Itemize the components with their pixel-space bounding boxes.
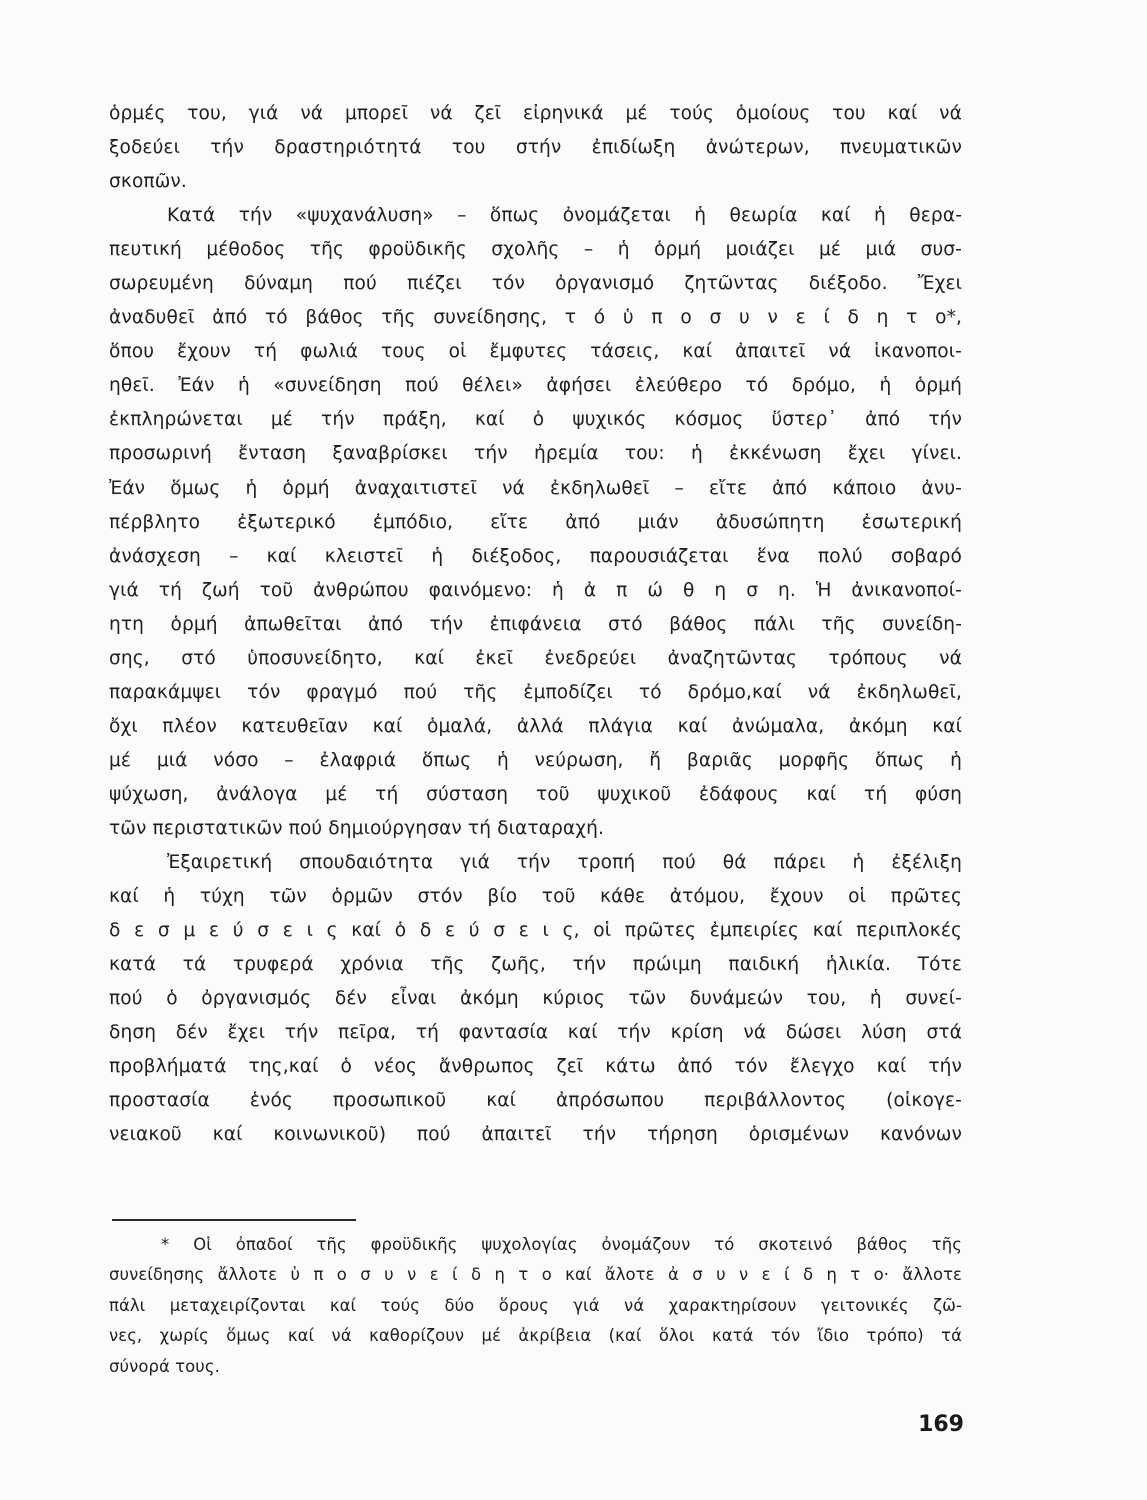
footnote-line: σύνορά τους. [109, 1356, 220, 1376]
text-line: σης, στό ὑποσυνείδητο, καί ἐκεῖ ἐνεδρεύει ἀναζητῶντας τρόπους νά [109, 647, 962, 669]
text-line: πού ὁ ὀργανισμός δέν εἶναι ἀκόμη κύριος τῶν δυνάμεών του, ἡ συνεί- [109, 988, 962, 1010]
text-line: προστασία ἑνός προσωπικοῦ καί ἀπρόσωπου περιβάλλοντος (οἰκογε- [109, 1090, 962, 1112]
text-line: ἐκπληρώνεται μέ τήν πράξη, καί ὁ ψυχικός κόσμος ὕστερ᾽ ἀπό τήν [109, 409, 962, 431]
text-line: ἀναδυθεῖ ἀπό τό βάθος τῆς συνείδησης, τ ό ὑ π ο σ υ ν ε ί δ η τ ο*, [109, 307, 962, 329]
footnote [109, 1230, 962, 1382]
text-line: νειακοῦ καί κοινωνικοῦ) πού ἀπαιτεῖ τήν τήρηση ὁρισμένων κανόνων [109, 1124, 962, 1146]
text-line: δηση δέν ἔχει τήν πεῖρα, τή φαντασία καί τήν κρίση νά δώσει λύση στά [109, 1022, 962, 1044]
footnote-line: * Οἱ ὀπαδοί τῆς φροϋδικῆς ψυχολογίας ὀνομάζουν τό σκοτεινό βάθος τῆς [161, 1235, 962, 1254]
text-line: σκοπῶν. [109, 171, 187, 193]
text-line: τῶν περιστατικῶν πού δημιούργησαν τή διαταραχή. [109, 817, 604, 839]
page-number: 169 [918, 1412, 964, 1437]
text-line: γιά τή ζωή τοῦ ἀνθρώπου φαινόμενο: ἡ ἀ π ώ θ η σ η. Ἡ ἀνικανοποί- [109, 579, 962, 601]
text-line: πέρβλητο ἐξωτερικό ἐμπόδιο, εἴτε ἀπό μιάν ἀδυσώπητη ἐσωτερική [109, 511, 962, 533]
footnote-line: πάλι μεταχειρίζονται καί τούς δύο ὅρους γιά νά χαρακτηρίσουν γειτονικές ζῶ- [109, 1295, 962, 1315]
text-line: ητη ὁρμή ἀπωθεῖται ἀπό τήν ἐπιφάνεια στό βάθος πάλι τῆς συνείδη- [109, 613, 962, 635]
paragraph-start-line: Ἐξαιρετική σπουδαιότητα γιά τήν τροπή πού θά πάρει ἡ ἐξέλιξη [167, 852, 962, 874]
footnote-line: νες, χωρίς ὅμως καί νά καθορίζουν μέ ἀκρίβεια (καί ὅλοι κατά τόν ἴδιο τρόπο) τά [109, 1326, 962, 1346]
text-line: ηθεῖ. Ἐάν ἡ «συνείδηση πού θέλει» ἀφήσει ἐλεύθερο τό δρόμο, ἡ ὁρμή [109, 375, 962, 397]
text-line: παρακάμψει τόν φραγμό πού τῆς ἐμποδίζει τό δρόμο,καί νά ἐκδηλωθεῖ, [109, 681, 962, 703]
text-line: ὅπου ἔχουν τή φωλιά τους οἱ ἔμφυτες τάσεις, καί ἀπαιτεῖ νά ἱκανοποι- [109, 341, 962, 363]
text-line: καί ἡ τύχη τῶν ὁρμῶν στόν βίο τοῦ κάθε ἀτόμου, ἔχουν οἱ πρῶτες [109, 886, 962, 908]
paragraph-start-line: Κατά τήν «ψυχανάλυση» – ὅπως ὀνομάζεται ἡ θεωρία καί ἡ θερα- [167, 205, 962, 227]
text-line: ἀνάσχεση – καί κλειστεῖ ἡ διέξοδος, παρουσιάζεται ἕνα πολύ σοβαρό [109, 545, 962, 567]
main-text [109, 97, 962, 1152]
footnote-line: συνείδησης ἄλλοτε ὑ π ο σ υ ν ε ί δ η τ ο καί ἄλοτε ἀ σ υ ν ε ί δ η τ ο· ἄλλοτε [109, 1265, 962, 1285]
text-line: ψύχωση, ἀνάλογα μέ τή σύσταση τοῦ ψυχικοῦ ἐδάφους καί τή φύση [109, 783, 962, 805]
text-line: μέ μιά νόσο – ἐλαφριά ὅπως ἡ νεύρωση, ἤ βαριᾶς μορφῆς ὅπως ἡ [109, 749, 962, 771]
text-line: ξοδεύει τήν δραστηριότητά του στήν ἐπιδίωξη ἀνώτερων, πνευματικῶν [109, 137, 962, 159]
text-line: σωρευμένη δύναμη πού πιέζει τόν ὀργανισμό ζητῶντας διέξοδο. Ἔχει [109, 273, 962, 295]
text-line: προσωρινή ἔνταση ξαναβρίσκει τήν ἠρεμία του: ἡ ἐκκένωση ἔχει γίνει. [109, 443, 962, 465]
footnote-divider [112, 1219, 356, 1221]
text-line: δ ε σ μ ε ύ σ ε ι ς καί ὁ δ ε ύ σ ε ι ς, οἱ πρῶτες ἐμπειρίες καί περιπλοκές [109, 920, 962, 942]
text-line: προβλήματά της,καί ὁ νέος ἄνθρωπος ζεῖ κάτω ἀπό τόν ἔλεγχο καί τήν [109, 1056, 962, 1078]
text-line: ὁρμές του, γιά νά μπορεῖ νά ζεῖ εἰρηνικά μέ τούς ὁμοίους του καί νά [109, 103, 962, 124]
text-line: Ἐάν ὅμως ἡ ὁρμή ἀναχαιτιστεῖ νά ἐκδηλωθεῖ – εἴτε ἀπό κάποιο ἀνυ- [109, 477, 962, 499]
text-line: πευτική μέθοδος τῆς φροϋδικῆς σχολῆς – ἡ ὁρμή μοιάζει μέ μιά συσ- [109, 239, 962, 261]
text-line: κατά τά τρυφερά χρόνια τῆς ζωῆς, τήν πρώιμη παιδική ἡλικία. Τότε [109, 954, 962, 976]
text-line: ὄχι πλέον κατευθεῖαν καί ὁμαλά, ἀλλά πλάγια καί ἀνώμαλα, ἀκόμη καί [109, 715, 962, 737]
